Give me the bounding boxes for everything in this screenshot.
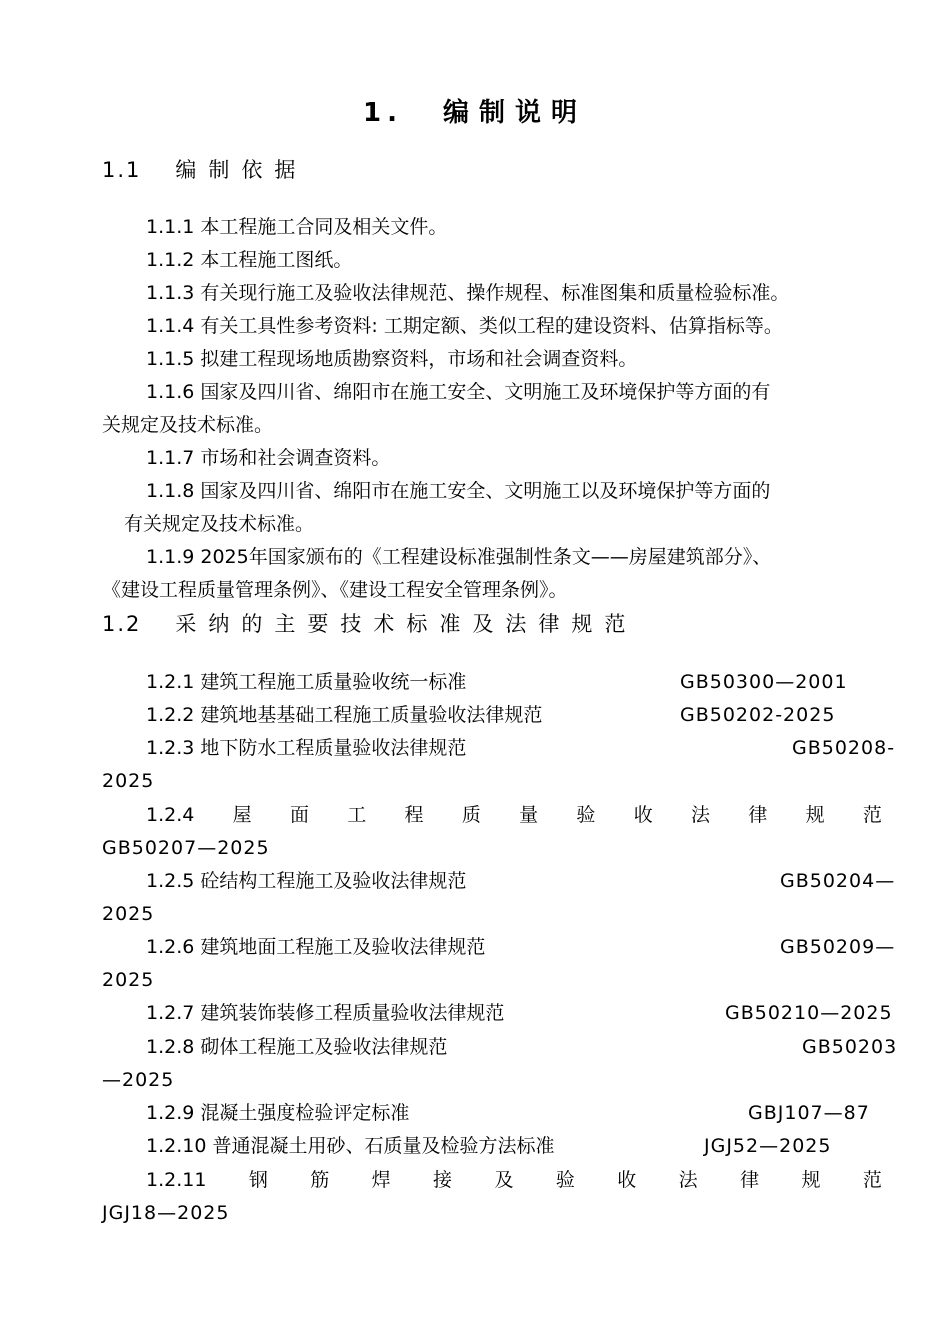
char: 钢: [248, 1169, 268, 1191]
list-item: 1.1.8 国家及四川省、绵阳市在施工安全、文明施工以及环境保护等方面的: [146, 480, 771, 502]
char: 接: [433, 1169, 453, 1191]
section-number: 1.2: [102, 612, 142, 636]
section-title: 采纳的主要技术标准及法律规范: [175, 612, 638, 636]
section-heading-1-2: [102, 612, 637, 636]
standard-item-label: 1.2.6 建筑地面工程施工及验收法律规范: [146, 936, 486, 958]
standard-item-label: 1.2.9 混凝土强度检验评定标准: [146, 1102, 410, 1124]
standard-code: GB50210—2025: [725, 1002, 893, 1024]
list-item-continuation: 关规定及技术标准。: [102, 414, 274, 436]
standard-code-continuation: —2025: [102, 1069, 175, 1091]
char: 程: [404, 804, 424, 826]
list-item: 1.1.5 拟建工程现场地质勘察资料，市场和社会调查资料。: [146, 348, 638, 370]
standard-code-continuation: 2025: [102, 903, 155, 925]
standard-code: GB50202-2025: [680, 704, 836, 726]
standard-code: JGJ52—2025: [704, 1135, 832, 1157]
char: 验: [576, 804, 596, 826]
char: 量: [519, 804, 539, 826]
standard-code: GB50300—2001: [680, 671, 848, 693]
char: 工: [347, 804, 367, 826]
char: 范: [862, 804, 882, 826]
standard-code-continuation: GB50207—2025: [102, 837, 270, 859]
standard-code-continuation: JGJ18—2025: [102, 1202, 230, 1224]
list-item: 1.1.1 本工程施工合同及相关文件。: [146, 216, 448, 238]
standard-code-continuation: 2025: [102, 770, 155, 792]
standard-code: GB50208-: [792, 737, 896, 759]
char: 律: [740, 1169, 760, 1191]
section-heading-1-1: [102, 158, 307, 182]
list-item: 1.1.4 有关工具性参考资料: 工期定额、类似工程的建设资料、估算指标等。: [146, 315, 783, 337]
standard-code: GBJ107—87: [748, 1102, 870, 1124]
standard-item-label: 1.2.3 地下防水工程质量验收法律规范: [146, 737, 467, 759]
standard-item-label: 1.2.2 建筑地基基础工程施工质量验收法律规范: [146, 704, 543, 726]
standard-item-label: 1.2.5 砼结构工程施工及验收法律规范: [146, 870, 467, 892]
standard-code-continuation: 2025: [102, 969, 155, 991]
section-title: 编制依据: [175, 158, 308, 182]
list-item: 1.1.9 2025年国家颁布的《工程建设标准强制性条文——房屋建筑部分》、: [146, 546, 772, 568]
list-item-continuation: 《建设工程质量管理条例》、《建设工程安全管理条例》。: [102, 579, 568, 601]
list-item: 1.1.3 有关现行施工及验收法律规范、操作规程、标准图集和质量检验标准。: [146, 282, 790, 304]
char: 验: [555, 1169, 575, 1191]
standard-item-justified: [146, 1168, 882, 1192]
title-number: 1.: [363, 98, 403, 128]
list-item: 1.1.6 国家及四川省、绵阳市在施工安全、文明施工及环境保护等方面的有: [146, 381, 771, 403]
list-item-continuation: 有关规定及技术标准。: [124, 513, 315, 535]
list-item: 1.1.7 市场和社会调查资料。: [146, 447, 391, 469]
standard-item-label: 1.2.7 建筑装饰装修工程质量验收法律规范: [146, 1002, 505, 1024]
char: 法: [691, 804, 711, 826]
standard-item-label: 1.2.8 砌体工程施工及验收法律规范: [146, 1036, 448, 1058]
char: 焊: [371, 1169, 391, 1191]
standard-item-justified: [146, 803, 882, 827]
char: 法: [678, 1169, 698, 1191]
standard-number: 1.2.4: [146, 804, 195, 826]
title-text: 编制说明: [442, 98, 587, 128]
standard-number: 1.2.11: [146, 1169, 207, 1191]
char: 及: [494, 1169, 514, 1191]
section-number: 1.1: [102, 158, 142, 182]
page-title: [0, 92, 950, 129]
char: 律: [748, 804, 768, 826]
char: 屋: [232, 804, 252, 826]
standard-item-label: 1.2.10 普通混凝土用砂、石质量及检验方法标准: [146, 1135, 555, 1157]
char: 质: [461, 804, 481, 826]
char: 范: [862, 1169, 882, 1191]
char: 筋: [310, 1169, 330, 1191]
char: 收: [617, 1169, 637, 1191]
standard-code: GB50204—: [780, 870, 896, 892]
standard-code: GB50203: [802, 1036, 898, 1058]
char: 规: [801, 1169, 821, 1191]
standard-code: GB50209—: [780, 936, 896, 958]
char: 面: [289, 804, 309, 826]
list-item: 1.1.2 本工程施工图纸。: [146, 249, 353, 271]
char: 规: [805, 804, 825, 826]
standard-item-label: 1.2.1 建筑工程施工质量验收统一标准: [146, 671, 467, 693]
char: 收: [633, 804, 653, 826]
